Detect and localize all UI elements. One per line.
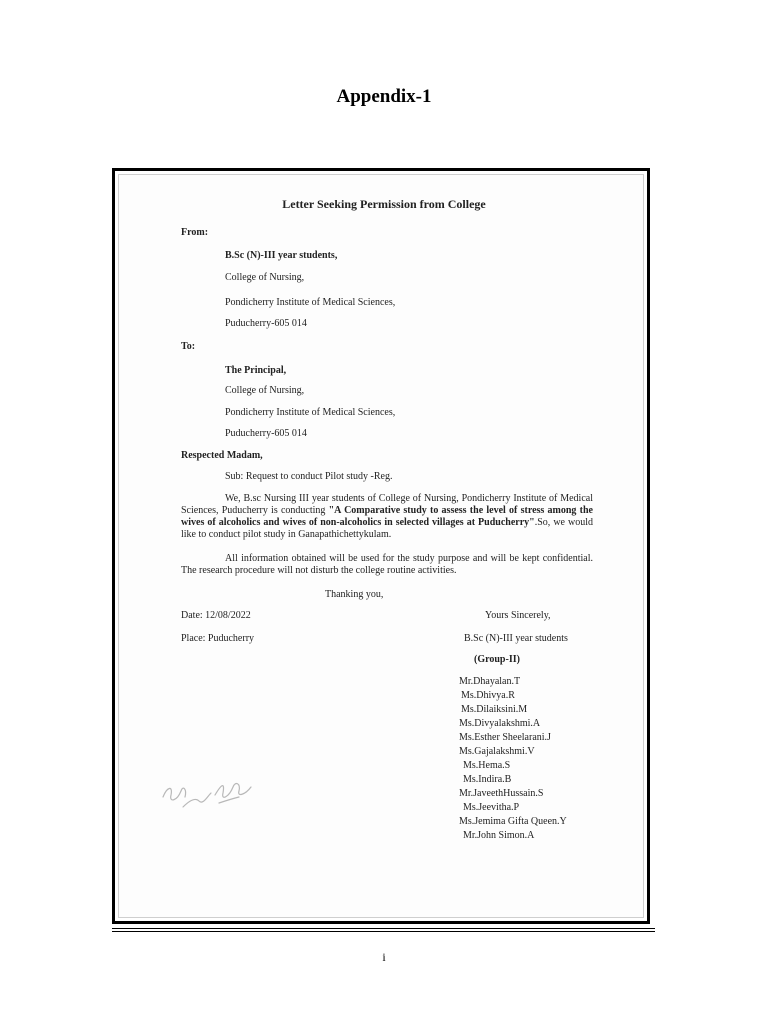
to-line: College of Nursing, — [225, 385, 305, 396]
from-line: Pondicherry Institute of Medical Sciences, — [225, 297, 396, 308]
scanned-letter-frame — [112, 168, 650, 924]
body-text: We, B.sc Nursing III year students of College of Nursing, Pondicherry Institute of Medical Sciences, Puducherry is conducting — [181, 493, 593, 516]
from-line: B.Sc (N)-III year students, — [225, 250, 338, 261]
footer-rule — [112, 928, 655, 929]
body-paragraph-2: All information obtained will be used for the study purpose and will be kept confidential. The research procedure will not disturb the college routine activities. — [181, 553, 593, 576]
study-title: "A Comparative study to assess the level of stress among the wives of alcoholics and wives of non-alcoholics in selected villages at Puducherry" — [181, 505, 593, 528]
closing-line: Yours Sincerely, — [485, 610, 551, 621]
date-line: Date: 12/08/2022 — [181, 610, 251, 621]
to-line: Puducherry-605 014 — [225, 428, 307, 439]
to-line: Pondicherry Institute of Medical Sciences, — [225, 407, 396, 418]
from-line: College of Nursing, — [225, 272, 305, 283]
student-name: Ms.Dilaiksini.M — [461, 704, 528, 715]
to-line: The Principal, — [225, 365, 287, 376]
student-name: Mr.John Simon.A — [463, 830, 535, 841]
student-name: Ms.Gajalakshmi.V — [459, 746, 535, 757]
scanned-letter — [118, 174, 644, 918]
body-text: .So, we would like to conduct pilot study in Ganapathichettykulam. — [181, 517, 593, 540]
student-name: Ms.Divyalakshmi.A — [459, 718, 541, 729]
student-name: Ms.Indira.B — [463, 774, 512, 785]
page-heading: Appendix-1 — [336, 86, 432, 107]
from-line: Puducherry-605 014 — [225, 318, 307, 329]
body-paragraph-1 — [181, 493, 593, 541]
student-name: Ms.Jemima Gifta Queen.Y — [459, 816, 567, 827]
salutation: Respected Madam, — [181, 450, 263, 461]
student-name: Ms.Jeevitha.P — [463, 802, 520, 813]
student-name: Ms.Hema.S — [463, 760, 511, 771]
student-name: Mr.JaveethHussain.S — [459, 788, 544, 799]
student-name: Ms.Esther Sheelarani.J — [459, 732, 551, 743]
signatory-line: B.Sc (N)-III year students — [464, 633, 568, 644]
thanking-line: Thanking you, — [325, 589, 384, 600]
student-name: Mr.Dhayalan.T — [459, 676, 521, 687]
group-label: (Group-II) — [474, 654, 520, 665]
student-name: Ms.Dhivya.R — [461, 690, 515, 701]
place-line: Place: Puducherry — [181, 633, 255, 644]
page-number: i — [382, 950, 386, 964]
to-label: To: — [181, 341, 196, 352]
from-label: From: — [181, 227, 209, 238]
letter-title: Letter Seeking Permission from College — [282, 197, 486, 211]
subject-line: Sub: Request to conduct Pilot study -Reg. — [225, 471, 393, 482]
handwritten-signature — [159, 767, 279, 817]
footer-rule — [112, 931, 655, 932]
